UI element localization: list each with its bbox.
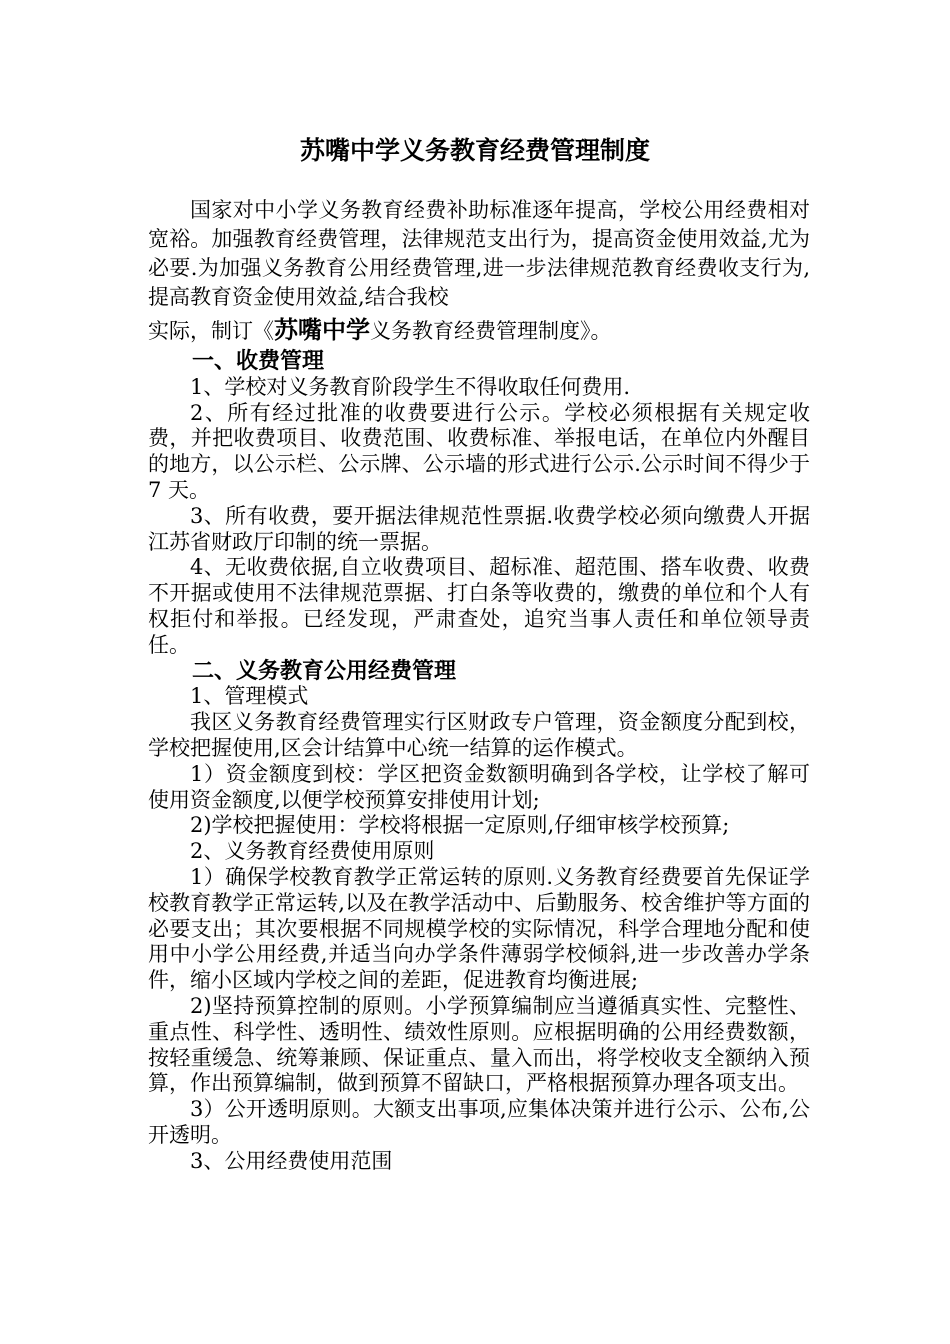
- school-usage-paragraph: 2)学校把握使用：学校将根据一定原则,仔细审核学校预算;: [190, 813, 730, 838]
- intro-text: 国家对中小学义务教育经费补助标准逐年提高，学校公用经费相对宽裕。加强教育经费管理，法律规范支出行为，提高资金使用效益,尤为必要.为加强义务教育公用经费管理,进一步法律规范教育经费收支行为,提高教育资金使用效益,结合我校: [148, 198, 810, 309]
- document-title: 苏嘴中学义务教育经费管理制度: [299, 136, 650, 165]
- section1-item-2: 2、所有经过批准的收费要进行公示。学校必须根据有关规定收费，并把收费项目、收费范围、收费标准、举报电话，在单位内外醒目的地方，以公示栏、公示牌、公示墙的形式进行公示.公示时间不得少于 7 天。: [148, 400, 810, 502]
- section1-heading: 一、收费管理: [192, 348, 325, 374]
- subsection-usage-principles: 2、义务教育经费使用原则: [190, 839, 435, 864]
- principle-1-paragraph: 1）确保学校教育教学正常运转的原则.义务教育经费要首先保证学校教育教学正常运转,以及在教学活动中、后勤服务、校舍维护等方面的必要支出；其次要根据不同规模学校的实际情况，科学合理地分配和使用中小学公用经费,并适当向办学条件薄弱学校倾斜,进一步改善办学条件，缩小区域内学校之间的差距，促进教育均衡进展;: [148, 864, 810, 993]
- management-mode-paragraph: 我区义务教育经费管理实行区财政专户管理，资金额度分配到校，学校把握使用,区会计结算中心统一结算的运作模式。: [148, 710, 810, 760]
- subsection-usage-scope: 3、公用经费使用范围: [190, 1148, 393, 1173]
- document-body: [148, 196, 810, 1175]
- section1-item-3: 3、所有收费，要开据法律规范性票据.收费学校必须向缴费人开据江苏省财政厅印制的统一票据。: [148, 503, 810, 554]
- section1-item-4: 4、无收费依据,自立收费项目、超标准、超范围、搭车收费、收费不开据或使用不法律规范票据、打白条等收费的，缴费的单位和个人有权拒付和举报。已经发现，严肃查处，追究当事人责任和单位领导责任。: [148, 555, 810, 657]
- intro-last-prefix: 实际，制订《: [148, 319, 274, 343]
- funds-to-school-paragraph: 1）资金额度到校：学区把资金数额明确到各学校，让学校了解可使用资金额度,以便学校预算安排使用计划;: [148, 761, 810, 812]
- principle-3-paragraph: 3）公开透明原则。大额支出事项,应集体决策并进行公示、公布,公开透明。: [148, 1097, 810, 1147]
- principle-2-paragraph: 2)坚持预算控制的原则。小学预算编制应当遵循真实性、完整性、重点性、科学性、透明性、绩效性原则。应根据明确的公用经费数额，按轻重缓急、统筹兼顾、保证重点、量入而出，将学校收支全额纳入预算，作出预算编制，做到预算不留缺口，严格根据预算办理各项支出。: [148, 993, 810, 1096]
- section1-item-1: 1、学校对义务教育阶段学生不得收取任何费用.: [190, 374, 631, 399]
- school-name: 苏嘴中学: [274, 315, 370, 344]
- section2-heading: 二、义务教育公用经费管理: [192, 657, 457, 684]
- intro-last-line: [148, 312, 810, 349]
- intro-paragraph: [148, 196, 810, 349]
- subsection-management-mode: 1、管理模式: [190, 684, 309, 709]
- intro-last-suffix: 义务教育经费管理制度》。: [370, 319, 612, 343]
